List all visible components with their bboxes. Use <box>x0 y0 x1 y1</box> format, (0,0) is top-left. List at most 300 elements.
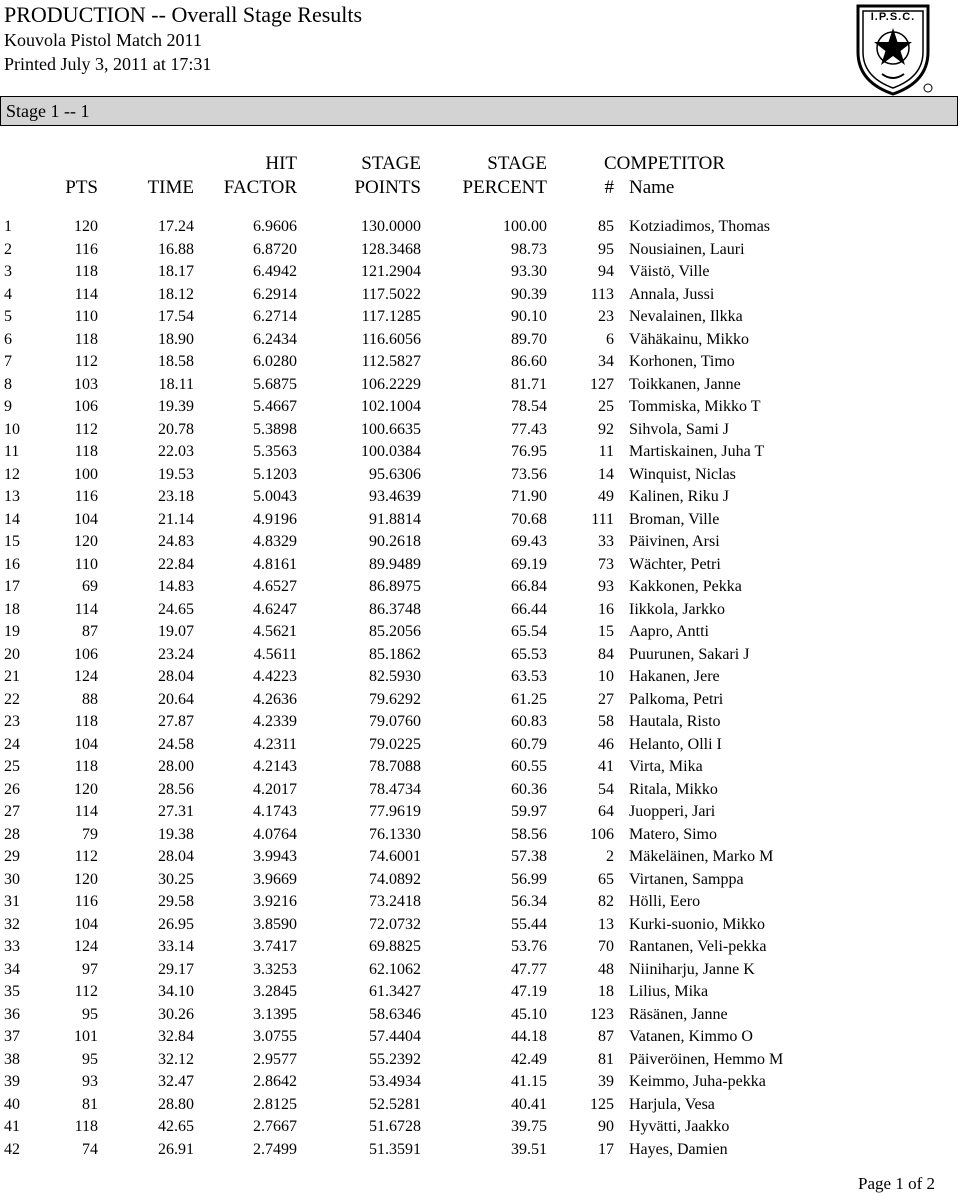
cell-stage-points: 128.3468 <box>361 240 421 258</box>
header-pts: PTS <box>65 177 98 198</box>
cell-competitor-name: Nevalainen, Ilkka <box>629 308 743 325</box>
cell-stage-points: 78.7088 <box>369 758 421 775</box>
table-row <box>0 1004 960 1027</box>
cell-competitor-name: Annala, Jussi <box>629 285 715 303</box>
cell-hit-factor: 4.2311 <box>253 735 297 753</box>
cell-hit-factor: 2.7499 <box>253 1140 297 1158</box>
cell-place: 25 <box>4 758 20 775</box>
cell-pts: 120 <box>74 533 98 550</box>
cell-hit-factor: 5.0043 <box>253 488 297 505</box>
cell-stage-percent: 93.30 <box>511 263 547 280</box>
cell-place: 15 <box>4 533 20 550</box>
cell-hit-factor: 6.4942 <box>253 263 297 280</box>
cell-hit-factor: 5.3898 <box>253 420 297 438</box>
cell-pts: 120 <box>74 218 98 235</box>
cell-stage-points: 117.5022 <box>361 285 421 303</box>
cell-competitor-name: Ritala, Mikko <box>629 780 718 798</box>
cell-stage-percent: 73.56 <box>511 465 547 483</box>
printed-date: Printed July 3, 2011 at 17:31 <box>4 54 212 74</box>
cell-place: 31 <box>4 893 20 910</box>
cell-time: 19.53 <box>158 465 194 483</box>
cell-stage-points: 76.1330 <box>369 825 421 843</box>
cell-pts: 124 <box>74 938 98 955</box>
cell-stage-points: 112.5827 <box>361 353 421 370</box>
table-row <box>0 396 960 419</box>
cell-competitor-name: Toikkanen, Janne <box>629 375 741 393</box>
cell-hit-factor: 6.2434 <box>253 330 297 348</box>
cell-stage-points: 78.4734 <box>369 780 421 798</box>
cell-stage-points: 95.6306 <box>369 465 421 483</box>
results-table <box>0 216 960 1161</box>
cell-hit-factor: 4.0764 <box>253 825 297 843</box>
cell-place: 38 <box>4 1050 20 1068</box>
cell-competitor-name: Harjula, Vesa <box>629 1095 715 1113</box>
cell-competitor-name: Virta, Mika <box>629 758 703 775</box>
cell-competitor-name: Mäkeläinen, Marko M <box>629 848 774 865</box>
cell-pts: 74 <box>82 1140 98 1158</box>
table-row <box>0 554 960 577</box>
cell-competitor-number: 87 <box>598 1028 614 1045</box>
cell-hit-factor: 6.2914 <box>253 285 297 303</box>
cell-hit-factor: 3.0755 <box>253 1028 297 1045</box>
header-competitor: COMPETITOR <box>604 153 726 174</box>
cell-pts: 97 <box>82 960 98 978</box>
cell-competitor-number: 27 <box>598 690 614 708</box>
cell-pts: 118 <box>74 758 98 775</box>
cell-stage-points: 62.1062 <box>369 960 421 978</box>
cell-place: 33 <box>4 938 20 955</box>
cell-pts: 93 <box>82 1073 98 1090</box>
cell-stage-points: 74.0892 <box>369 870 421 888</box>
cell-place: 20 <box>4 645 20 663</box>
cell-competitor-name: Korhonen, Timo <box>629 353 735 370</box>
cell-stage-points: 72.0732 <box>369 915 421 933</box>
cell-time: 28.04 <box>158 848 194 865</box>
cell-time: 28.80 <box>158 1095 194 1113</box>
cell-pts: 116 <box>74 488 98 505</box>
cell-hit-factor: 2.7667 <box>253 1118 297 1135</box>
cell-stage-percent: 86.60 <box>511 353 547 370</box>
cell-time: 22.84 <box>158 555 194 573</box>
cell-stage-percent: 100.00 <box>503 218 547 235</box>
cell-stage-points: 130.0000 <box>361 218 421 235</box>
cell-pts: 104 <box>74 915 98 933</box>
cell-competitor-name: Broman, Ville <box>629 510 720 528</box>
cell-place: 12 <box>4 465 20 483</box>
cell-competitor-number: 16 <box>598 600 614 618</box>
table-row <box>0 1071 960 1094</box>
cell-time: 18.11 <box>158 375 194 393</box>
cell-place: 37 <box>4 1028 20 1045</box>
cell-competitor-number: 125 <box>590 1095 614 1113</box>
cell-time: 33.14 <box>158 938 194 955</box>
cell-stage-percent: 56.34 <box>511 893 547 910</box>
cell-stage-percent: 76.95 <box>511 443 547 460</box>
cell-pts: 81 <box>82 1095 98 1113</box>
cell-pts: 116 <box>74 240 98 258</box>
cell-time: 18.90 <box>158 330 194 348</box>
cell-competitor-name: Winquist, Niclas <box>629 465 736 483</box>
cell-stage-points: 79.6292 <box>369 690 421 708</box>
cell-competitor-name: Kakkonen, Pekka <box>629 578 742 595</box>
cell-competitor-number: 70 <box>598 938 614 955</box>
cell-competitor-name: Hayes, Damien <box>629 1140 728 1158</box>
cell-hit-factor: 6.9606 <box>253 218 297 235</box>
cell-stage-percent: 78.54 <box>511 398 547 415</box>
cell-stage-percent: 60.79 <box>511 735 547 753</box>
cell-stage-percent: 90.39 <box>511 285 547 303</box>
cell-competitor-number: 2 <box>606 848 614 865</box>
cell-place: 17 <box>4 578 20 595</box>
cell-pts: 100 <box>74 465 98 483</box>
cell-stage-points: 73.2418 <box>369 893 421 910</box>
cell-pts: 112 <box>74 848 98 865</box>
cell-stage-percent: 60.55 <box>511 758 547 775</box>
cell-competitor-name: Kurki-suonio, Mikko <box>629 915 765 933</box>
cell-stage-percent: 98.73 <box>511 240 547 258</box>
cell-competitor-name: Lilius, Mika <box>629 983 709 1000</box>
cell-competitor-name: Nousiainen, Lauri <box>629 240 745 258</box>
cell-time: 24.58 <box>158 735 194 753</box>
cell-competitor-name: Rantanen, Veli-pekka <box>629 938 767 955</box>
cell-hit-factor: 5.1203 <box>253 465 297 483</box>
cell-time: 27.87 <box>158 713 194 730</box>
cell-competitor-number: 127 <box>590 375 614 393</box>
cell-time: 29.17 <box>158 960 194 978</box>
cell-competitor-number: 49 <box>598 488 614 505</box>
cell-place: 4 <box>4 285 12 303</box>
cell-hit-factor: 3.9669 <box>253 870 297 888</box>
cell-pts: 110 <box>74 555 98 573</box>
cell-pts: 101 <box>74 1028 98 1045</box>
table-row <box>0 666 960 689</box>
cell-competitor-number: 81 <box>598 1050 614 1068</box>
cell-pts: 69 <box>82 578 98 595</box>
table-row <box>0 846 960 869</box>
cell-time: 26.91 <box>158 1140 194 1158</box>
cell-hit-factor: 6.2714 <box>253 308 297 325</box>
cell-stage-points: 89.9489 <box>369 555 421 573</box>
cell-hit-factor: 4.2017 <box>253 780 297 798</box>
cell-competitor-number: 10 <box>598 668 614 685</box>
cell-pts: 118 <box>74 713 98 730</box>
cell-stage-points: 57.4404 <box>369 1028 421 1045</box>
cell-stage-percent: 89.70 <box>511 330 547 348</box>
cell-stage-points: 116.6056 <box>361 330 421 348</box>
table-row <box>0 441 960 464</box>
cell-pts: 120 <box>74 780 98 798</box>
cell-pts: 120 <box>74 870 98 888</box>
cell-stage-percent: 65.53 <box>511 645 547 663</box>
table-row <box>0 329 960 352</box>
table-row <box>0 644 960 667</box>
table-row <box>0 891 960 914</box>
cell-competitor-name: Vatanen, Kimmo O <box>629 1028 753 1045</box>
cell-competitor-name: Virtanen, Samppa <box>629 870 744 888</box>
cell-stage-percent: 58.56 <box>511 825 547 843</box>
cell-stage-percent: 47.19 <box>511 983 547 1000</box>
cell-hit-factor: 3.2845 <box>253 983 297 1000</box>
cell-competitor-number: 73 <box>598 555 614 573</box>
cell-stage-points: 100.0384 <box>361 443 421 460</box>
table-row <box>0 621 960 644</box>
cell-place: 41 <box>4 1118 20 1135</box>
cell-hit-factor: 3.9216 <box>253 893 297 910</box>
cell-competitor-number: 14 <box>598 465 614 483</box>
table-row <box>0 531 960 554</box>
cell-competitor-name: Vähäkainu, Mikko <box>629 330 749 348</box>
cell-competitor-name: Kalinen, Riku J <box>629 488 729 505</box>
cell-stage-percent: 57.38 <box>511 848 547 865</box>
cell-hit-factor: 3.3253 <box>253 960 297 978</box>
cell-place: 18 <box>4 600 20 618</box>
cell-competitor-name: Hautala, Risto <box>629 713 721 730</box>
cell-pts: 118 <box>74 330 98 348</box>
cell-time: 30.25 <box>158 870 194 888</box>
cell-competitor-number: 46 <box>598 735 614 753</box>
cell-place: 29 <box>4 848 20 865</box>
table-row <box>0 981 960 1004</box>
cell-stage-points: 79.0225 <box>369 735 421 753</box>
cell-competitor-name: Helanto, Olli I <box>629 735 722 753</box>
table-row <box>0 801 960 824</box>
cell-time: 20.64 <box>158 690 194 708</box>
cell-time: 24.65 <box>158 600 194 618</box>
cell-competitor-number: 90 <box>598 1118 614 1135</box>
cell-time: 32.47 <box>158 1073 194 1090</box>
header-time: TIME <box>147 177 194 198</box>
cell-stage-percent: 42.49 <box>511 1050 547 1068</box>
cell-competitor-number: 48 <box>598 960 614 978</box>
cell-time: 24.83 <box>158 533 194 550</box>
cell-place: 2 <box>4 240 12 258</box>
cell-competitor-name: Kotziadimos, Thomas <box>629 218 771 235</box>
table-row <box>0 374 960 397</box>
cell-competitor-number: 18 <box>598 983 614 1000</box>
cell-competitor-number: 23 <box>598 308 614 325</box>
header-stage-percent-top: STAGE <box>487 153 547 174</box>
cell-place: 32 <box>4 915 20 933</box>
cell-place: 36 <box>4 1005 20 1023</box>
match-name: Kouvola Pistol Match 2011 <box>4 30 202 50</box>
cell-stage-points: 106.2229 <box>361 375 421 393</box>
cell-competitor-name: Päiveröinen, Hemmo M <box>629 1050 784 1068</box>
cell-stage-points: 51.6728 <box>369 1118 421 1135</box>
cell-stage-percent: 65.54 <box>511 623 547 640</box>
cell-pts: 87 <box>82 623 98 640</box>
cell-place: 19 <box>4 623 20 640</box>
cell-competitor-name: Palkoma, Petri <box>629 690 724 708</box>
stage-bar <box>0 96 958 126</box>
cell-stage-percent: 60.36 <box>511 780 547 798</box>
report-header <box>4 2 362 76</box>
cell-place: 23 <box>4 713 20 730</box>
cell-hit-factor: 2.9577 <box>253 1050 297 1068</box>
cell-stage-percent: 40.41 <box>511 1095 547 1113</box>
cell-pts: 118 <box>74 443 98 460</box>
cell-hit-factor: 3.9943 <box>253 848 297 865</box>
cell-stage-points: 100.6635 <box>361 420 421 438</box>
cell-stage-points: 79.0760 <box>369 713 421 730</box>
cell-stage-points: 86.3748 <box>369 600 421 618</box>
cell-time: 23.24 <box>158 645 194 663</box>
cell-competitor-number: 111 <box>591 510 614 528</box>
cell-hit-factor: 3.8590 <box>253 915 297 933</box>
table-row <box>0 1049 960 1072</box>
cell-time: 34.10 <box>158 983 194 1000</box>
cell-competitor-name: Hakanen, Jere <box>629 668 720 685</box>
cell-pts: 106 <box>74 398 98 415</box>
cell-pts: 95 <box>82 1050 98 1068</box>
cell-competitor-number: 54 <box>598 780 614 798</box>
cell-pts: 114 <box>74 803 98 820</box>
table-row <box>0 464 960 487</box>
cell-pts: 112 <box>74 420 98 438</box>
cell-hit-factor: 4.8329 <box>253 533 297 550</box>
cell-pts: 118 <box>74 1118 98 1135</box>
cell-place: 39 <box>4 1073 20 1090</box>
cell-competitor-number: 6 <box>606 330 614 348</box>
cell-place: 40 <box>4 1095 20 1113</box>
cell-hit-factor: 4.8161 <box>253 555 297 573</box>
cell-time: 18.58 <box>158 353 194 370</box>
table-row <box>0 486 960 509</box>
table-row <box>0 1116 960 1139</box>
cell-time: 19.39 <box>158 398 194 415</box>
cell-hit-factor: 5.4667 <box>253 398 297 415</box>
cell-place: 10 <box>4 420 20 438</box>
cell-place: 34 <box>4 960 20 978</box>
cell-competitor-number: 84 <box>598 645 614 663</box>
cell-stage-points: 121.2904 <box>361 263 421 280</box>
table-row <box>0 936 960 959</box>
cell-hit-factor: 6.0280 <box>253 353 297 370</box>
cell-hit-factor: 4.2143 <box>253 758 297 775</box>
cell-place: 9 <box>4 398 12 415</box>
cell-competitor-name: Niiniharju, Janne K <box>629 960 755 978</box>
cell-stage-percent: 47.77 <box>511 960 547 978</box>
cell-hit-factor: 4.9196 <box>253 510 297 528</box>
cell-pts: 112 <box>74 983 98 1000</box>
cell-competitor-number: 39 <box>598 1073 614 1090</box>
cell-pts: 104 <box>74 735 98 753</box>
cell-stage-points: 77.9619 <box>369 803 421 820</box>
cell-competitor-name: Juopperi, Jari <box>629 803 716 820</box>
cell-hit-factor: 5.6875 <box>253 375 297 393</box>
cell-stage-percent: 39.75 <box>511 1118 547 1135</box>
cell-stage-points: 93.4639 <box>369 488 421 505</box>
cell-place: 14 <box>4 510 20 528</box>
table-row <box>0 599 960 622</box>
cell-stage-points: 58.6346 <box>369 1005 421 1023</box>
cell-hit-factor: 5.3563 <box>253 443 297 460</box>
cell-time: 32.12 <box>158 1050 194 1068</box>
cell-place: 13 <box>4 488 20 505</box>
table-row <box>0 306 960 329</box>
cell-stage-points: 74.6001 <box>369 848 421 865</box>
cell-place: 8 <box>4 375 12 393</box>
cell-place: 21 <box>4 668 20 685</box>
table-row <box>0 689 960 712</box>
cell-pts: 118 <box>74 263 98 280</box>
cell-place: 35 <box>4 983 20 1000</box>
cell-competitor-number: 123 <box>590 1005 614 1023</box>
cell-competitor-name: Puurunen, Sakari J <box>629 645 750 663</box>
table-row <box>0 239 960 262</box>
cell-stage-points: 61.3427 <box>369 983 421 1000</box>
cell-stage-percent: 41.15 <box>511 1073 547 1090</box>
cell-place: 7 <box>4 353 12 370</box>
table-row <box>0 576 960 599</box>
table-row <box>0 284 960 307</box>
cell-competitor-number: 92 <box>598 420 614 438</box>
table-row <box>0 824 960 847</box>
cell-pts: 106 <box>74 645 98 663</box>
cell-stage-percent: 69.43 <box>511 533 547 550</box>
table-row <box>0 959 960 982</box>
cell-time: 18.12 <box>158 285 194 303</box>
cell-pts: 124 <box>74 668 98 685</box>
cell-competitor-name: Tommiska, Mikko T <box>629 398 761 415</box>
cell-stage-points: 82.5930 <box>369 668 421 685</box>
cell-competitor-name: Sihvola, Sami J <box>629 420 730 438</box>
cell-hit-factor: 4.1743 <box>253 803 297 820</box>
table-row <box>0 261 960 284</box>
cell-hit-factor: 6.8720 <box>253 240 297 258</box>
table-row <box>0 216 960 239</box>
cell-competitor-name: Martiskainen, Juha T <box>629 443 765 460</box>
cell-stage-percent: 60.83 <box>511 713 547 730</box>
cell-time: 16.88 <box>158 240 194 258</box>
cell-place: 5 <box>4 308 12 325</box>
table-row <box>0 756 960 779</box>
cell-competitor-number: 106 <box>590 825 614 843</box>
report-title: PRODUCTION -- Overall Stage Results <box>4 2 363 27</box>
page-number: Page 1 of 2 <box>858 1174 935 1193</box>
cell-pts: 103 <box>74 375 98 393</box>
cell-competitor-number: 82 <box>598 893 614 910</box>
header-number: # <box>604 177 614 198</box>
cell-competitor-name: Keimmo, Juha-pekka <box>629 1073 766 1090</box>
cell-competitor-name: Iikkola, Jarkko <box>629 600 725 618</box>
cell-stage-percent: 53.76 <box>511 938 547 955</box>
cell-competitor-number: 41 <box>598 758 614 775</box>
cell-stage-percent: 71.90 <box>511 488 547 505</box>
cell-competitor-name: Hyvätti, Jaakko <box>629 1118 730 1135</box>
cell-stage-points: 52.5281 <box>369 1095 421 1113</box>
cell-time: 21.14 <box>158 510 194 528</box>
cell-place: 6 <box>4 330 12 348</box>
cell-stage-points: 55.2392 <box>369 1050 421 1068</box>
cell-stage-percent: 39.51 <box>511 1140 547 1158</box>
table-row <box>0 1026 960 1049</box>
table-row <box>0 1139 960 1162</box>
cell-competitor-number: 33 <box>598 533 614 550</box>
cell-time: 26.95 <box>158 915 194 933</box>
cell-hit-factor: 4.6247 <box>253 600 297 618</box>
cell-place: 30 <box>4 870 20 888</box>
cell-stage-points: 91.8814 <box>369 510 421 528</box>
cell-competitor-number: 11 <box>598 443 614 460</box>
cell-time: 19.38 <box>158 825 194 843</box>
cell-place: 1 <box>4 218 12 235</box>
cell-competitor-number: 64 <box>598 803 614 820</box>
cell-competitor-name: Räsänen, Janne <box>629 1005 728 1023</box>
cell-stage-percent: 70.68 <box>511 510 547 528</box>
cell-competitor-name: Päivinen, Arsi <box>629 533 720 550</box>
cell-time: 42.65 <box>158 1118 194 1135</box>
cell-stage-percent: 56.99 <box>511 870 547 888</box>
